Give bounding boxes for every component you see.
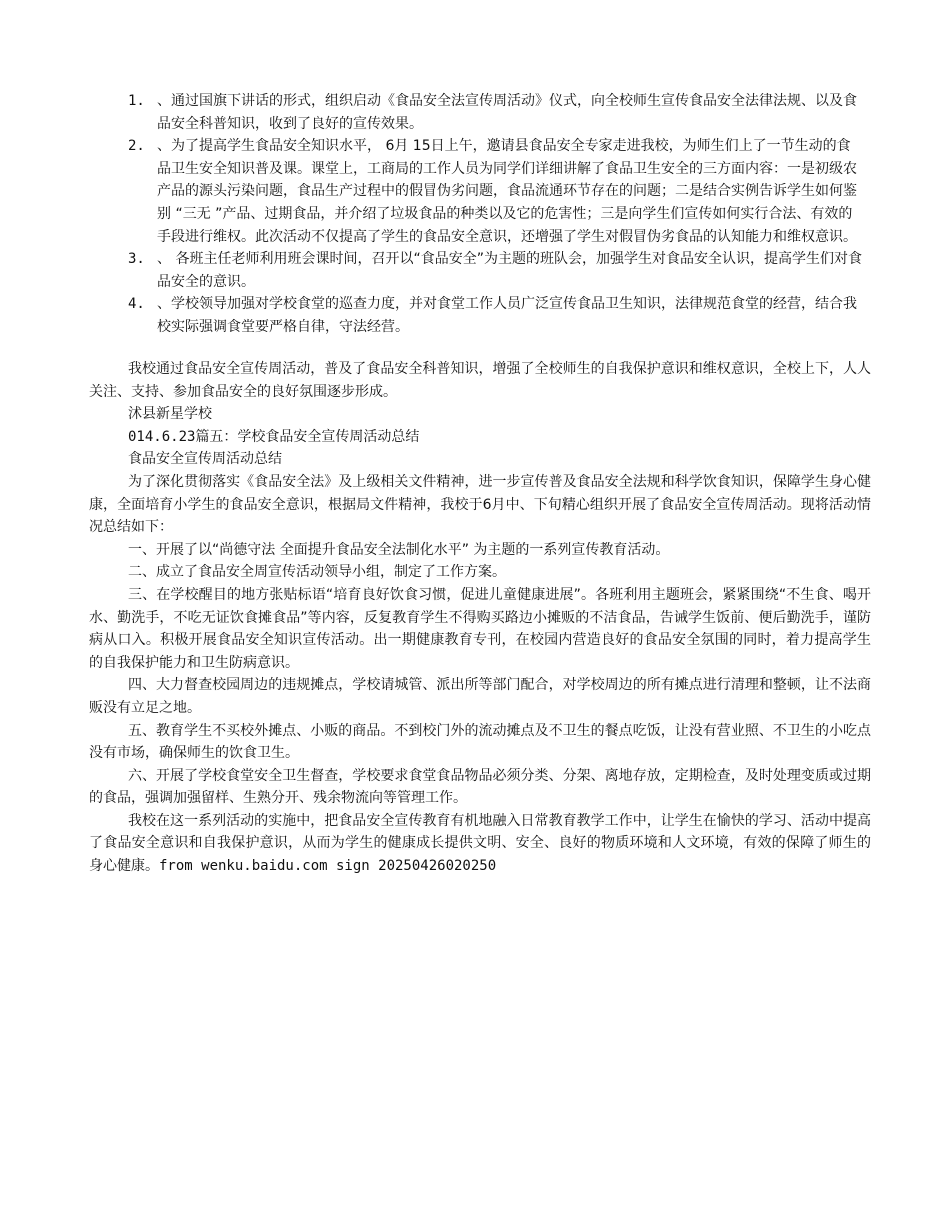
document-body [89,358,871,878]
article-title: 篇五：学校食品安全宣传周活动总结 [195,428,420,445]
source-signature: from wenku.baidu.com sign 20250426020250 [159,858,497,875]
closing-paragraph [89,810,871,878]
school-name: 沭县新星学校 [128,406,212,423]
body-paragraph: 二、成立了食品安全周宣传活动领导小组，制定了工作方案。 [128,564,506,581]
body-paragraph: 三、在学校醒目的地方张贴标语“培育良好饮食习惯，促进儿童健康进展”。各班利用主题班会，紧紧围绕“不生食、喝开水、勤洗手，不吃无证饮食摊食品”等内容，反复教育学生不得购买路边小摊贩的不洁食品，告诫学生饭前、便后勤洗手，谨防病从口入。积极开展食品安全知识宣传活动。出一期健康教育专刊，在校园内营造良好的食品安全氛围的同时，着力提高学生的自我保护能力和卫生防病意识。 [89,586,871,671]
list-item [128,135,863,248]
summary-paragraph: 我校通过食品安全宣传周活动，普及了食品安全科普知识，增强了全校师生的自我保护意识和维权意识，全校上下，人人关注、支持、参加食品安全的良好氛围逐步形成。 [89,361,871,400]
list-item [128,293,863,338]
section-heading [89,426,871,449]
activity-list [128,90,863,339]
list-number: 2. [128,138,145,155]
list-text: 、 各班主任老师利用班会课时间，召开以“食品安全”为主题的班队会，加强学生对食品安全认识，提高学生们对食品安全的意识。 [157,251,862,290]
article-subtitle: 食品安全宣传周活动总结 [128,451,282,468]
list-number: 1. [128,93,145,109]
list-text: 、通过国旗下讲话的形式，组织启动《食品安全法宣传周活动》仪式，向全校师生宣传食品安全法律法规、以及食品安全科普知识，收到了良好的宣传效果。 [157,93,857,132]
list-item [128,248,863,293]
list-item [128,90,863,135]
closing-text: 我校在这一系列活动的实施中，把食品安全宣传教育有机地融入日常教育教学工作中，让学生在愉快的学习、活动中提高了食品安全意识和自我保护意识，从而为学生的健康成长提供文明、安全、良好的物质环境和人文环境，有效的保障了师生的身心健康。 [89,812,871,875]
body-paragraph: 一、开展了以“尚德守法 全面提升食品安全法制化水平” 为主题的一系列宣传教育活动。 [128,541,670,558]
body-paragraph: 四、大力督查校园周边的违规摊点，学校请城管、派出所等部门配合，对学校周边的所有摊点进行清理和整顿，让不法商贩没有立足之地。 [89,677,871,716]
body-paragraph: 五、教育学生不买校外摊点、小贩的商品。不到校门外的流动摊点及不卫生的餐点吃饭，让没有营业照、不卫生的小吃点没有市场，确保师生的饮食卫生。 [89,722,871,762]
body-paragraph: 六、开展了学校食堂安全卫生督查，学校要求食堂食品物品必须分类、分架、离地存放，定期检查，及时处理变质或过期的食品，强调加强留样、生熟分开、残余物流向等管理工作。 [89,767,871,807]
body-paragraph: 为了深化贯彻落实《食品安全法》及上级相关文件精神，进一步宣传普及食品安全法规和科学饮食知识，保障学生身心健康，全面培育小学生的食品安全意识，根据局文件精神，我校于6月中、下旬精心组织开展了食品安全宣传周活动。现将活动情况总结如下： [89,473,871,536]
list-number: 4. [128,296,145,313]
list-number: 3. [128,251,145,268]
list-text: 、为了提高学生食品安全知识水平， 6月 15日上午，邀请县食品安全专家走进我校，为师生们上了一节生动的食品卫生安全知识普及课。课堂上，工商局的工作人员为同学们详细讲解了食品卫生安全的三方面内容：一是初级农产品的源头污染问题，食品生产过程中的假冒伪劣问题，食品流通环节存在的问题；二是结合实例告诉学生如何鉴别 “三无 ”产品、过期食品，并介绍了垃圾食品的种类以及它的危害性；三是向学生们宣传如何实行合法、有效的手段进行维权。此次活动不仅提高了学生的食品安全意识，还增强了学生对假冒伪劣食品的认知能力和维权意识。 [157,138,857,245]
list-text: 、学校领导加强对学校食堂的巡查力度，并对食堂工作人员广泛宣传食品卫生知识，法律规范食堂的经营，结合我校实际强调食堂要严格自律，守法经营。 [157,296,857,335]
date-text: 014.6.23 [128,428,196,445]
